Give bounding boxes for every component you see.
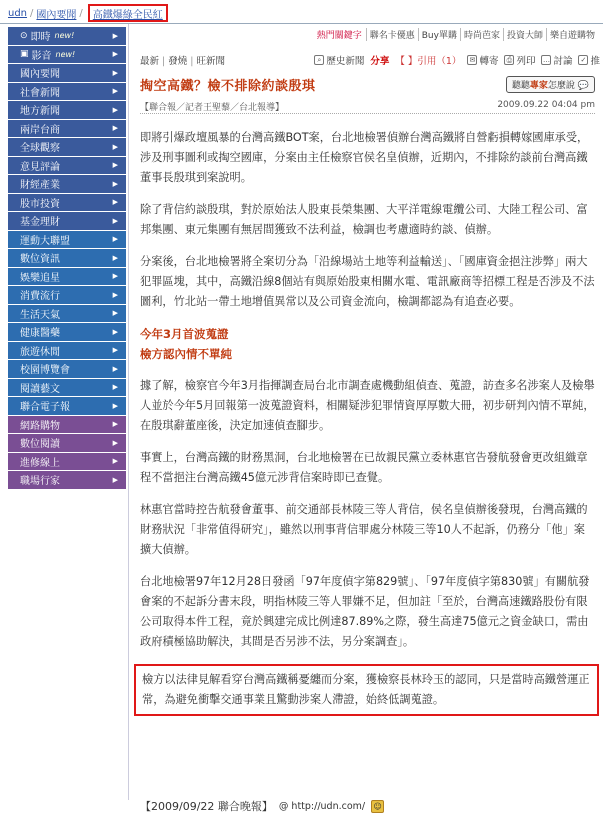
sidebar-item-label: 職場行家 bbox=[20, 476, 60, 488]
new-badge: new! bbox=[54, 31, 75, 41]
want-news-link[interactable]: 旺新聞 bbox=[196, 56, 225, 67]
like-link[interactable] bbox=[578, 53, 600, 67]
chevron-right-icon: ▶ bbox=[112, 161, 118, 170]
sidebar-item[interactable] bbox=[8, 231, 126, 249]
sidebar-item[interactable] bbox=[8, 453, 126, 471]
headline-row bbox=[140, 74, 595, 94]
chevron-right-icon: ▶ bbox=[112, 420, 118, 429]
sidebar-item[interactable] bbox=[8, 46, 126, 64]
sidebar-item-label: 地方新聞 bbox=[20, 106, 60, 118]
hot-keywords-label: 熱門關鍵字 bbox=[316, 31, 362, 41]
sidebar-item[interactable] bbox=[8, 323, 126, 341]
mail-icon: ✉ bbox=[467, 55, 477, 65]
sidebar-item[interactable] bbox=[8, 305, 126, 323]
chevron-right-icon: ▶ bbox=[112, 216, 118, 225]
chevron-right-icon: ▶ bbox=[112, 105, 118, 114]
chevron-right-icon: ▶ bbox=[112, 68, 118, 77]
hot-keyword-link[interactable]: 時尚芭家 bbox=[460, 28, 503, 41]
sidebar-item-label: 進修線上 bbox=[20, 457, 60, 469]
chevron-right-icon: ▶ bbox=[112, 438, 118, 447]
cite-label: 【 】引用（ bbox=[395, 56, 446, 67]
sidebar-item[interactable] bbox=[8, 157, 126, 175]
chevron-right-icon: ▶ bbox=[112, 179, 118, 188]
sidebar-item-label: 數位閱讀 bbox=[20, 439, 60, 451]
hot-keyword-link[interactable]: Buy單購 bbox=[418, 28, 460, 41]
hot-keyword-link[interactable]: 投資大師 bbox=[503, 28, 546, 41]
sidebar-item-label: 數位資訊 bbox=[20, 254, 60, 266]
sidebar-item[interactable] bbox=[8, 416, 126, 434]
article-subheading: 檢方認內情不單純 bbox=[140, 347, 232, 361]
chevron-right-icon: ▶ bbox=[112, 253, 118, 262]
tv-icon: ▣ bbox=[20, 49, 29, 60]
print-label: 列印 bbox=[516, 56, 536, 67]
sidebar-item-label: 股市投資 bbox=[20, 198, 60, 210]
chevron-right-icon: ▶ bbox=[112, 50, 118, 59]
breadcrumb-separator: / bbox=[79, 7, 83, 19]
chevron-right-icon: ▶ bbox=[112, 457, 118, 466]
sidebar-divider bbox=[128, 24, 129, 800]
expert-label-post: 怎麼說 bbox=[547, 80, 575, 91]
breadcrumb-current-link[interactable]: 高鐵爆綠全民紅 bbox=[92, 9, 163, 21]
article-footer bbox=[140, 798, 384, 814]
article-date: 2009.09.22 04:04 pm bbox=[497, 100, 595, 110]
comment-icon: … bbox=[542, 56, 550, 64]
sidebar-item-label: 兩岸台商 bbox=[20, 124, 60, 136]
hot-keywords-bar bbox=[317, 28, 598, 41]
sidebar-item[interactable] bbox=[8, 27, 126, 45]
breadcrumb-home-link[interactable]: udn bbox=[8, 7, 28, 19]
print-link[interactable] bbox=[504, 53, 535, 67]
sidebar-item[interactable] bbox=[8, 397, 126, 415]
chevron-right-icon: ▶ bbox=[112, 475, 118, 484]
cite-count: 1 bbox=[445, 56, 452, 67]
chevron-right-icon: ▶ bbox=[112, 290, 118, 299]
search-icon: ⌕ bbox=[314, 55, 324, 65]
article-paragraph: 林惠官當時控告航發會董事、前交通部長林陵三等人背信，侯名皇偵辦後發現，台灣高鐵的財務狀況「非常值得研究」，雖然以刑事背信罪處分林陵三等10人不起訴，仍務分「他」案擴大偵辦。 bbox=[140, 503, 588, 556]
article-tools bbox=[314, 53, 600, 67]
clock-icon: ⊙ bbox=[20, 30, 28, 41]
article-toolbar bbox=[140, 52, 600, 68]
sidebar-item[interactable] bbox=[8, 120, 126, 138]
printer-icon: ⎙ bbox=[504, 55, 514, 65]
sidebar-item-label: 意見評論 bbox=[20, 161, 60, 173]
sidebar-item-label: 聯合電子報 bbox=[20, 402, 70, 414]
article-headline: 掏空高鐵？檢不排除約談殷琪 bbox=[140, 78, 316, 94]
breadcrumb-current-highlight bbox=[88, 4, 168, 22]
sidebar-item-label: 全球觀察 bbox=[20, 143, 60, 155]
sidebar-item-label: 國內要聞 bbox=[20, 69, 60, 81]
history-news-link[interactable] bbox=[314, 53, 364, 67]
article-meta bbox=[140, 100, 595, 114]
sidebar-item[interactable] bbox=[8, 286, 126, 304]
chevron-right-icon: ▶ bbox=[112, 327, 118, 336]
footer-site-link[interactable]: @ http://udn.com/ bbox=[278, 800, 366, 812]
sidebar-item-label: 娛樂追星 bbox=[20, 272, 60, 284]
main-content bbox=[130, 24, 602, 813]
latest-link[interactable]: 最新 bbox=[140, 56, 160, 67]
breadcrumb bbox=[8, 4, 168, 22]
sidebar-item-label: 生活天氣 bbox=[20, 309, 60, 321]
sidebar-item-label: 影音 bbox=[31, 50, 52, 62]
sidebar-item-label: 消費流行 bbox=[20, 291, 60, 303]
sidebar-item-label: 社會新聞 bbox=[20, 87, 60, 99]
sidebar-item-label: 運動大聯盟 bbox=[20, 235, 70, 247]
article-paragraph: 分案後，台北地檢署將全案切分為「沿線場站土地等利益輸送」、「國庫資金挹注涉弊」兩大犯罪區塊，其中，高鐵沿線8個站有與原始股東相關水電、電訊廠商等招標工程是否涉及不法圖利，竹北站一帶土地增值異常以及公司資金流向，檢調都認為有追查必要。 bbox=[140, 255, 595, 308]
sidebar-item-label: 即時 bbox=[30, 32, 51, 44]
email-link[interactable] bbox=[467, 53, 498, 67]
highlighted-paragraph: 檢方以法律見解看穿台灣高鐵稱憂纏而分案，獲檢察長林玲玉的認同，只是當時高鐵營運正常，為避免衝擊交通事業且驚動涉案人滯證，始終低調蒐證。 bbox=[134, 664, 599, 716]
footer-source: 【2009/09/22 聯合晚報】 bbox=[140, 800, 273, 813]
sidebar-item[interactable] bbox=[8, 434, 126, 452]
sidebar-item[interactable] bbox=[8, 101, 126, 119]
thumbs-up-icon: ✓ bbox=[578, 55, 588, 65]
article-paragraph: 據了解，檢察官今年3月指揮調查局台北市調查處機動組偵查、蒐證，訪查多名涉案人及檢舉人並於今年5月回報第一波蒐證資料，相關疑涉犯罪情資厚厚數大冊，初步研判內情不單純，在殷琪辭董座後，決定加速偵查腳步。 bbox=[140, 379, 595, 432]
sidebar-item[interactable] bbox=[8, 342, 126, 360]
chevron-right-icon: ▶ bbox=[112, 87, 118, 96]
article-paragraph: 即將引爆政壇風暴的台灣高鐵BOT案，台北地檢署偵辦台灣高鐵將自營虧損轉嫁國庫承受，涉及刑事圖利或掏空國庫，分案由主任檢察官侯名皇偵辦，近期內，不排除約談前台灣高鐵董事長殷琪到案說明。 bbox=[140, 131, 589, 184]
sidebar-item-label: 網路購物 bbox=[20, 420, 60, 432]
sidebar-item[interactable] bbox=[8, 249, 126, 267]
sidebar-item-label: 健康醫藥 bbox=[20, 328, 60, 340]
breadcrumb-section-link[interactable]: 國內要聞 bbox=[36, 9, 77, 21]
sidebar-item[interactable] bbox=[8, 268, 126, 286]
chevron-right-icon: ▶ bbox=[112, 383, 118, 392]
history-news-label: 歷史新聞 bbox=[326, 56, 365, 67]
breadcrumb-separator: / bbox=[30, 7, 34, 19]
sidebar-item[interactable] bbox=[8, 379, 126, 397]
sidebar-item[interactable] bbox=[8, 138, 126, 156]
news-filter-links: 最新 | 發燒 | 旺新聞 bbox=[140, 56, 225, 67]
expert-label-highlight: 專家 bbox=[529, 80, 548, 91]
sidebar-item-label: 旅遊休閒 bbox=[20, 346, 60, 358]
sidebar-item-label: 閱讀藝文 bbox=[20, 383, 60, 395]
discuss-label: 討論 bbox=[553, 56, 573, 67]
like-label: 推 bbox=[590, 56, 600, 67]
cite-link[interactable] bbox=[395, 53, 461, 67]
expert-opinion-button[interactable] bbox=[506, 76, 595, 93]
new-badge: new! bbox=[55, 49, 76, 59]
sidebar-item-label: 財經產業 bbox=[20, 180, 60, 192]
hot-link[interactable]: 發燒 bbox=[168, 56, 188, 67]
article-source: 【聯合報／記者王聖藜／台北報導】 bbox=[140, 103, 285, 113]
article-paragraph: 除了背信約談殷琪，對於原始法人股東長榮集團、大平洋電線電纜公司、大陸工程公司、富邦集團、東元集團有無居間獲致不法利益，檢調也考慮適時約談、偵辦。 bbox=[140, 203, 588, 236]
article-paragraph: 台北地檢署97年12月28日發函「97年度偵字第829號」、「97年度偵字第830號」有關航發會案的不起訴分書末段，明指林陵三等人罪嫌不足，但加註「至於，台灣高速鐵路股份有限公司取得本件工程，竟於興建完成比例達87.89%之際，發生高達75億元之資金缺口，需由政府積極協助解決，其間是否另涉不法，另分案調查」。 bbox=[140, 575, 590, 648]
sidebar-item[interactable] bbox=[8, 64, 126, 82]
sidebar-item[interactable] bbox=[8, 194, 126, 212]
speech-bubble-icon: 💬 bbox=[577, 80, 589, 91]
chevron-right-icon: ▶ bbox=[112, 124, 118, 133]
sidebar-item[interactable] bbox=[8, 83, 126, 101]
article-paragraph: 事實上，台灣高鐵的財務黑洞，台北地檢署在已故親民黨立委林惠官告發航發會更改組織章程不當挹注台灣高鐵45億元涉背信案時即已查覺。 bbox=[140, 451, 588, 484]
hot-keyword-link[interactable]: 樂自遊購物 bbox=[546, 28, 598, 41]
sidebar-item[interactable] bbox=[8, 360, 126, 378]
chevron-right-icon: ▶ bbox=[112, 142, 118, 151]
hot-keyword-link[interactable]: 聯名卡優惠 bbox=[366, 28, 418, 41]
chevron-right-icon: ▶ bbox=[112, 364, 118, 373]
discuss-link[interactable] bbox=[541, 53, 572, 67]
email-label: 轉寄 bbox=[479, 56, 499, 67]
sidebar-item[interactable] bbox=[8, 471, 126, 489]
chevron-right-icon: ▶ bbox=[112, 235, 118, 244]
share-link[interactable]: 分享 bbox=[370, 56, 390, 67]
expert-label-pre: 聽聽 bbox=[511, 80, 530, 91]
sidebar-item-label: 校園博覽會 bbox=[20, 365, 70, 377]
article-body bbox=[140, 128, 595, 728]
article-subheading: 今年3月首波蒐證 bbox=[140, 327, 229, 341]
chevron-right-icon: ▶ bbox=[112, 309, 118, 318]
sidebar-item[interactable] bbox=[8, 175, 126, 193]
sidebar-item[interactable] bbox=[8, 212, 126, 230]
sidebar-item-label: 基金理財 bbox=[20, 217, 60, 229]
cite-label-end: ） bbox=[451, 56, 462, 67]
chevron-right-icon: ▶ bbox=[112, 31, 118, 40]
chevron-right-icon: ▶ bbox=[112, 198, 118, 207]
chevron-right-icon: ▶ bbox=[112, 272, 118, 281]
smiley-icon[interactable]: ☺ bbox=[371, 800, 384, 813]
chevron-right-icon: ▶ bbox=[112, 346, 118, 355]
chevron-right-icon: ▶ bbox=[112, 401, 118, 410]
sidebar-nav bbox=[8, 27, 126, 490]
